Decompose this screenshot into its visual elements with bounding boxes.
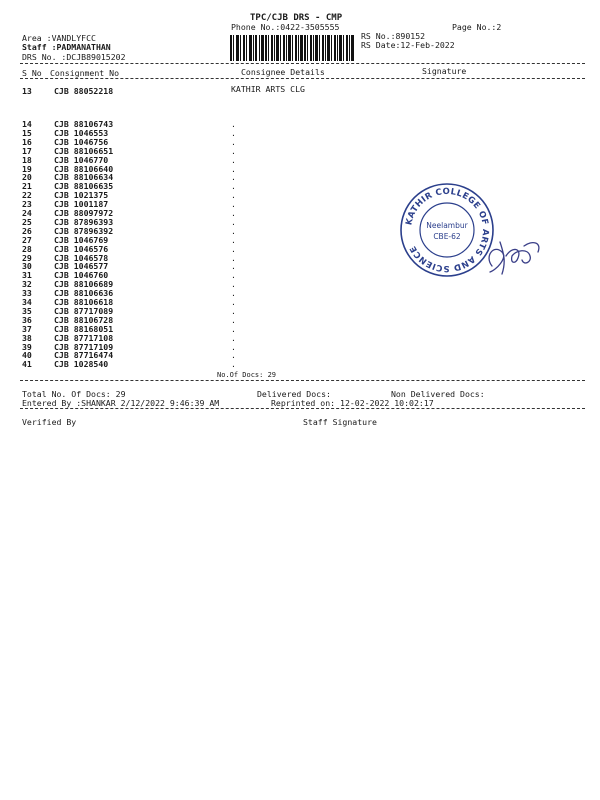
row-sno: 36 — [22, 314, 32, 325]
row-consignment: CJB 1001187 — [54, 199, 109, 210]
row-dot-marker: . — [231, 145, 236, 156]
row-dot-marker: . — [231, 172, 236, 183]
row-dot-marker: . — [231, 279, 236, 290]
verified-by: Verified By — [22, 417, 77, 427]
row-sno: 26 — [22, 225, 32, 236]
row-sno: 24 — [22, 208, 32, 218]
row-consignment: CJB 87717109 — [54, 341, 114, 352]
row-consignment: CJB 87896393 — [54, 216, 114, 227]
row-consignment: CJB 88106634 — [54, 172, 114, 183]
row-consignment: CJB 88106651 — [54, 145, 114, 156]
row-dot-marker: . — [231, 305, 236, 316]
row-sno: 22 — [22, 190, 32, 201]
row-consignment: CJB 1021375 — [54, 190, 109, 201]
row-sno: 20 — [22, 172, 32, 183]
row-consignment: CJB 1046760 — [54, 270, 109, 281]
row-dot-marker: . — [231, 350, 236, 361]
row-consignment: CJB 1046770 — [54, 154, 109, 165]
table-row — [0, 119, 600, 128]
row-sno: 18 — [22, 154, 32, 165]
row-dot-marker: . — [231, 270, 236, 281]
row-dot-marker: . — [231, 216, 236, 227]
row-sno: 23 — [22, 199, 32, 210]
table-row — [0, 315, 600, 324]
row-consignment: CJB 88097972 — [54, 208, 114, 218]
drs-number: DRS No. :DCJB89015202 — [22, 52, 126, 62]
row-dot-marker: . — [231, 136, 236, 147]
row-dot-marker: . — [231, 190, 236, 201]
column-consignment: Consignment No — [50, 68, 120, 78]
row-sno: 30 — [22, 261, 32, 272]
total-docs: Total No. Of Docs: 29 — [22, 389, 126, 399]
rs-number: RS No.:890152 — [361, 31, 426, 41]
row-consignment: CJB 1046769 — [54, 234, 109, 245]
rs-date: RS Date:12-Feb-2022 — [361, 40, 455, 50]
row-dot-marker: . — [231, 261, 236, 272]
row-dot-marker: . — [231, 314, 236, 325]
delivered-docs: Delivered Docs: — [257, 389, 331, 399]
table-row — [0, 324, 600, 333]
barcode — [230, 35, 354, 61]
row-sno: 16 — [22, 136, 32, 147]
row-dot-marker: . — [231, 297, 236, 307]
row-consignment: CJB 88106618 — [54, 297, 114, 307]
report-title: TPC/CJB DRS - CMP — [250, 13, 343, 23]
table-row — [0, 137, 600, 146]
row-sno: 39 — [22, 341, 32, 352]
row-consignment: CJB 87717089 — [54, 305, 114, 316]
row-consignment: CJB 88106635 — [54, 181, 114, 192]
first-row-consignee: KATHIR ARTS CLG — [231, 84, 305, 94]
no-of-docs: No.Of Docs: 29 — [217, 371, 277, 379]
table-row — [0, 350, 600, 359]
footer-rule-top — [20, 380, 585, 381]
row-sno: 37 — [22, 323, 32, 334]
row-consignment: CJB 1028540 — [54, 359, 109, 370]
row-sno: 27 — [22, 234, 32, 245]
row-dot-marker: . — [231, 127, 236, 138]
reprinted-on: Reprinted on: 12-02-2022 10:02:17 — [271, 398, 434, 408]
row-sno: 25 — [22, 216, 32, 227]
header-rule-top — [20, 63, 585, 64]
row-consignment: CJB 88106636 — [54, 288, 114, 299]
row-sno: 33 — [22, 288, 32, 299]
row-consignment: CJB 1046577 — [54, 261, 109, 272]
row-sno: 38 — [22, 332, 32, 343]
table-row — [0, 128, 600, 137]
handwritten-signature — [472, 226, 552, 278]
table-row — [0, 164, 600, 173]
row-dot-marker: . — [231, 323, 236, 334]
table-row — [0, 181, 600, 190]
row-sno: 32 — [22, 279, 32, 290]
area-label: Area :VANDLYFCC — [22, 33, 96, 43]
row-dot-marker: . — [231, 199, 236, 210]
table-row — [0, 208, 600, 217]
row-dot-marker: . — [231, 252, 236, 263]
row-sno: 21 — [22, 181, 32, 192]
row-sno: 17 — [22, 145, 32, 156]
row-dot-marker: . — [231, 234, 236, 245]
row-consignment: CJB 88168051 — [54, 323, 114, 334]
table-row — [0, 190, 600, 199]
phone-number: Phone No.:0422-3505555 — [231, 22, 340, 32]
row-dot-marker: . — [231, 341, 236, 352]
stamp-ring-text: KATHIR COLLEGE OF ARTS AND SCIENCE — [404, 186, 491, 274]
table-row — [0, 288, 600, 297]
row-dot-marker: . — [231, 154, 236, 165]
row-sno: 29 — [22, 252, 32, 263]
row-sno: 34 — [22, 297, 32, 307]
row-sno: 19 — [22, 163, 32, 174]
table-row — [0, 199, 600, 208]
row-consignment: CJB 88106743 — [54, 119, 114, 129]
row-dot-marker: . — [231, 332, 236, 343]
stamp-line-2: CBE-62 — [433, 232, 461, 241]
staff-label: Staff :PADMANATHAN — [22, 42, 111, 52]
row-dot-marker: . — [231, 163, 236, 174]
table-row — [0, 146, 600, 155]
row-dot-marker: . — [231, 208, 236, 218]
table-row — [0, 333, 600, 342]
first-row-consignment: CJB 88052218 — [54, 86, 114, 96]
table-row — [0, 306, 600, 315]
row-sno: 31 — [22, 270, 32, 281]
first-row-sno: 13 — [22, 86, 32, 96]
row-sno: 14 — [22, 119, 32, 129]
table-row — [0, 172, 600, 181]
row-sno: 40 — [22, 350, 32, 361]
row-consignment: CJB 87716474 — [54, 350, 114, 361]
entered-by: Entered By :SHANKAR 2/12/2022 9:46:39 AM — [22, 398, 220, 408]
row-consignment: CJB 1046553 — [54, 127, 109, 138]
row-consignment: CJB 88106689 — [54, 279, 114, 290]
row-sno: 41 — [22, 359, 32, 370]
stamp-line-1: Neelambur — [426, 221, 468, 230]
row-sno: 35 — [22, 305, 32, 316]
row-dot-marker: . — [231, 359, 236, 370]
column-consignee: Consignee Details — [241, 67, 325, 77]
table-row — [0, 217, 600, 226]
page-number: Page No.:2 — [452, 22, 502, 32]
row-consignment: CJB 88106640 — [54, 163, 114, 174]
row-dot-marker: . — [231, 225, 236, 236]
staff-signature: Staff Signature — [303, 417, 377, 427]
row-consignment: CJB 1046578 — [54, 252, 109, 263]
row-dot-marker: . — [231, 119, 236, 129]
table-row — [0, 359, 600, 368]
row-dot-marker: . — [231, 288, 236, 299]
row-dot-marker: . — [231, 243, 236, 254]
row-dot-marker: . — [231, 181, 236, 192]
row-consignment: CJB 87717108 — [54, 332, 114, 343]
row-consignment: CJB 1046756 — [54, 136, 109, 147]
header-rule-bottom — [20, 78, 585, 79]
column-sno: S No — [22, 68, 42, 78]
non-delivered-docs: Non Delivered Docs: — [391, 389, 485, 399]
table-row — [0, 155, 600, 164]
table-row — [0, 342, 600, 351]
table-row — [0, 297, 600, 306]
footer-rule-bottom — [20, 408, 585, 409]
table-row — [0, 279, 600, 288]
row-consignment: CJB 1046576 — [54, 243, 109, 254]
row-consignment: CJB 88106728 — [54, 314, 114, 325]
column-signature: Signature — [422, 66, 467, 76]
row-consignment: CJB 87896392 — [54, 225, 114, 236]
row-sno: 15 — [22, 127, 32, 138]
row-sno: 28 — [22, 243, 32, 254]
